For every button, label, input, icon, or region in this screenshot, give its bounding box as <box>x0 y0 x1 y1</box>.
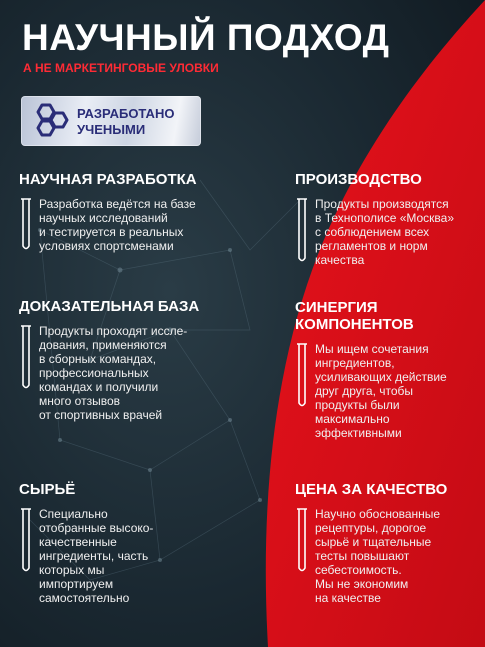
test-tube-icon <box>20 198 32 252</box>
test-tube-icon <box>296 343 308 409</box>
section-text-line: которых мы <box>39 563 105 577</box>
section-title: СЫРЬЁ <box>19 481 76 498</box>
section-text-line: ингредиенты, часть <box>39 549 149 563</box>
test-tube-icon <box>296 508 308 574</box>
page-subtitle: А НЕ МАРКЕТИНГОВЫЕ УЛОВКИ <box>23 61 219 75</box>
section-text-line: командах и получили <box>39 380 159 394</box>
section-text-line: Продукты производятся <box>315 197 449 211</box>
section-text-line: в Технополисе «Москва» <box>315 211 455 225</box>
section-component-synergy <box>295 299 447 440</box>
section-text-line: Разработка ведётся на базе <box>39 197 196 211</box>
section-text-line: профессиональных <box>39 366 149 380</box>
section-text-line: отобранные высоко- <box>39 521 154 535</box>
test-tube-icon <box>296 198 308 264</box>
section-text-line: в сборных командах, <box>39 352 157 366</box>
section-title: ДОКАЗАТЕЛЬНАЯ БАЗА <box>19 298 200 315</box>
section-title: ЦЕНА ЗА КАЧЕСТВО <box>295 481 448 498</box>
section-text-line: научных исследований <box>39 211 168 225</box>
section-text-line: качественные <box>39 535 117 549</box>
section-text-line: Научно обоснованные <box>315 507 441 521</box>
section-text-line: сырьё и тщательные <box>315 535 432 549</box>
section-text-line: Специально <box>39 507 108 521</box>
section-text-line: рецептуры, дорогое <box>315 521 427 535</box>
section-text-line: продукты были <box>315 398 400 412</box>
section-text-line: с соблюдением всех <box>315 225 430 239</box>
section-text-line: друг друга, чтобы <box>315 384 414 398</box>
section-text-line: самостоятельно <box>39 591 130 605</box>
section-text-line: качества <box>315 253 365 267</box>
section-text-line: усиливающих действие <box>315 370 447 384</box>
section-text-line: Продукты проходят иссле- <box>39 324 188 338</box>
page-title: НАУЧНЫЙ ПОДХОД <box>22 17 390 58</box>
developed-by-scientists-badge <box>21 96 201 146</box>
section-text-line: много отзывов <box>39 394 120 408</box>
section-text-line: максимально <box>315 412 390 426</box>
section-text-line: на качестве <box>315 591 381 605</box>
section-text-line: дования, применяются <box>39 338 167 352</box>
section-text-line: и тестируется в реальных <box>39 225 184 239</box>
test-tube-icon <box>20 508 32 574</box>
section-title: КОМПОНЕНТОВ <box>295 316 414 333</box>
section-text-line: тесты повышают <box>315 549 410 563</box>
section-text-line: импортируем <box>39 577 114 591</box>
section-production <box>295 171 454 267</box>
section-title: ПРОИЗВОДСТВО <box>295 171 422 188</box>
section-scientific-development <box>19 171 197 253</box>
badge-line-2: УЧЕНЫМИ <box>77 122 146 137</box>
section-text-line: регламентов и норм <box>315 239 428 253</box>
section-text-line: Мы ищем сочетания <box>315 342 429 356</box>
hexagon-molecule-icon <box>28 102 70 140</box>
section-text-line: ингредиентов, <box>315 356 395 370</box>
section-title: СИНЕРГИЯ <box>295 299 378 316</box>
section-text-line: себестоимость. <box>315 563 402 577</box>
section-text-line: Мы не экономим <box>315 577 409 591</box>
section-title: НАУЧНАЯ РАЗРАБОТКА <box>19 171 197 188</box>
section-text-line: от спортивных врачей <box>39 408 163 422</box>
test-tube-icon <box>20 325 32 391</box>
section-evidence-base <box>19 298 199 422</box>
section-text-line: эффективными <box>315 426 402 440</box>
section-raw-materials <box>19 481 153 605</box>
section-price-for-quality <box>295 481 447 605</box>
section-text-line: условиях спортсменами <box>39 239 174 253</box>
badge-line-1: РАЗРАБОТАНО <box>77 106 175 121</box>
